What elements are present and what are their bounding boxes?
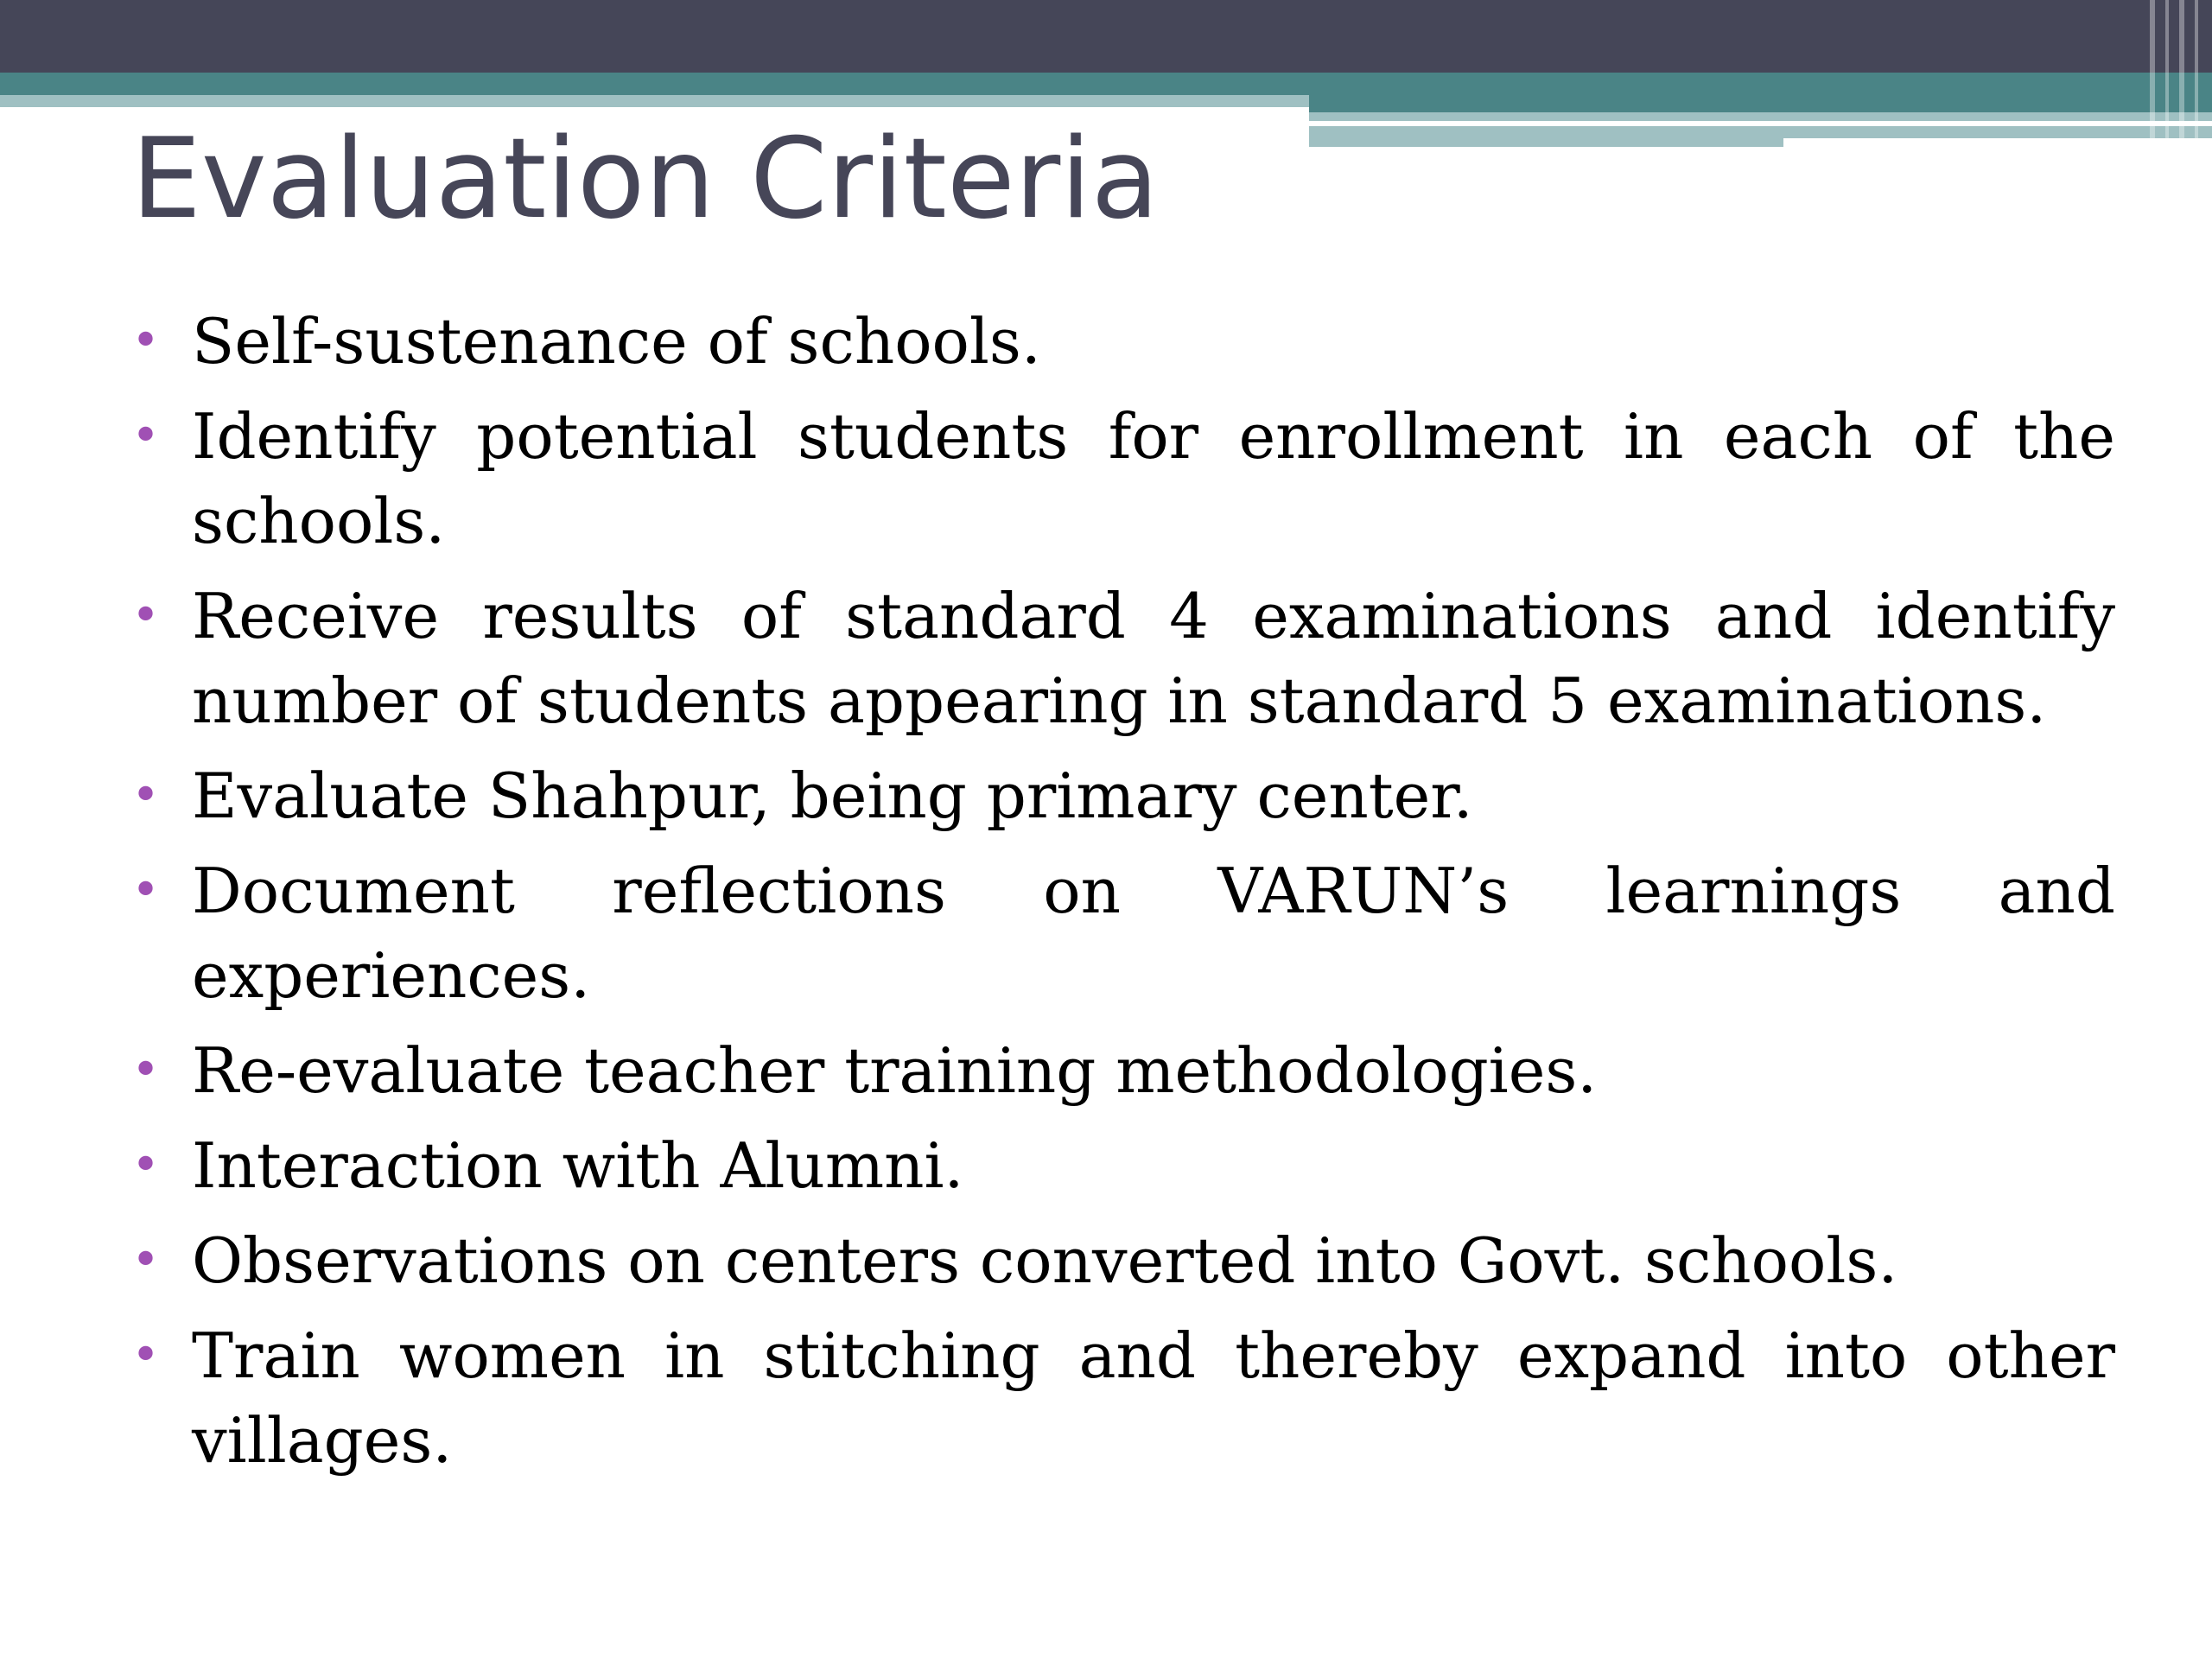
header-accent-3 bbox=[1309, 121, 2049, 126]
bullet-list bbox=[131, 299, 2115, 1493]
list-item bbox=[131, 1028, 2115, 1113]
header-light-strip-left bbox=[0, 95, 1309, 107]
header-accent-5 bbox=[1783, 138, 2212, 147]
header-teal-band bbox=[0, 73, 2212, 95]
list-item-text: Receive results of standard 4 examinations and identify number of students appearing in standard 5 examinations. bbox=[192, 580, 2115, 737]
list-item-text: Evaluate Shahpur, being primary center. bbox=[192, 760, 1473, 832]
list-item bbox=[131, 574, 2115, 743]
bullet-marker: • bbox=[131, 1327, 161, 1383]
header-stripe-2 bbox=[2165, 0, 2169, 147]
bullet-marker: • bbox=[131, 408, 161, 464]
list-item-text: Document reflections on VARUN’s learnings and experiences. bbox=[192, 855, 2115, 1012]
bullet-marker: • bbox=[131, 1232, 161, 1288]
list-item-text: Identify potential students for enrollment in each of the schools. bbox=[192, 400, 2115, 557]
list-item-text: Observations on centers converted into Govt. schools. bbox=[192, 1224, 1898, 1297]
bullet-marker: • bbox=[131, 1042, 161, 1098]
list-item-text: Interaction with Alumni. bbox=[192, 1129, 964, 1202]
list-item bbox=[131, 299, 2115, 384]
bullet-marker: • bbox=[131, 767, 161, 823]
list-item bbox=[131, 753, 2115, 838]
list-item-text: Re-evaluate teacher training methodologies. bbox=[192, 1034, 1598, 1107]
list-item-text: Self-sustenance of schools. bbox=[192, 305, 1041, 378]
header-accent-1 bbox=[1309, 95, 2212, 112]
list-item bbox=[131, 1313, 2115, 1483]
list-item bbox=[131, 1123, 2115, 1208]
list-item bbox=[131, 1218, 2115, 1303]
header-stripe-1 bbox=[2150, 0, 2155, 147]
bullet-marker: • bbox=[131, 588, 161, 644]
header-accent-2 bbox=[1309, 112, 2212, 121]
list-item bbox=[131, 849, 2115, 1018]
header-dark-bar bbox=[0, 0, 2212, 73]
list-item bbox=[131, 394, 2115, 563]
bullet-marker: • bbox=[131, 313, 161, 369]
bullet-marker: • bbox=[131, 1137, 161, 1193]
list-item-text: Train women in stitching and thereby expand into other villages. bbox=[192, 1319, 2115, 1477]
header-stripe-4 bbox=[2195, 0, 2198, 147]
slide-title: Evaluation Criteria bbox=[131, 115, 1160, 244]
bullet-marker: • bbox=[131, 862, 161, 918]
header-stripe-3 bbox=[2179, 0, 2184, 147]
